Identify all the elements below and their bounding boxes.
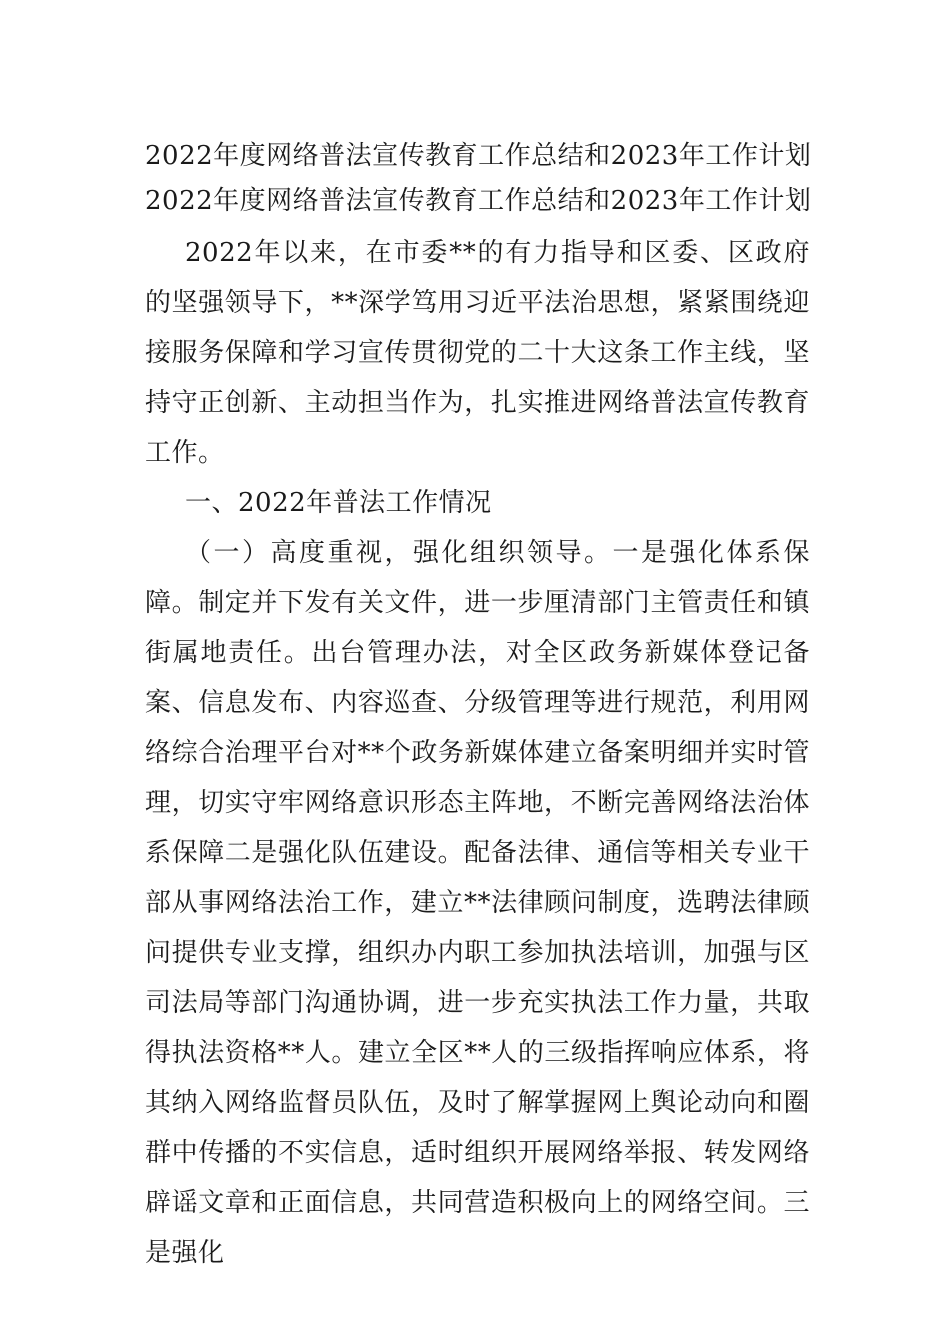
section-paragraph: （一）高度重视，强化组织领导。一是强化体系保障。制定并下发有关文件，进一步厘清部门主管责任和镇街属地责任。出台管理办法，对全区政务新媒体登记备案、信息发布、内容巡查、分级管理等进行规范，利用网络综合治理平台对**个政务新媒体建立备案明细并实时管理，切实守牢网络意识形态主阵地，不断完善网络法治体系保障二是强化队伍建设。配备法律、通信等相关专业干部从事网络法治工作，建立**法律顾问制度，选聘法律顾问提供专业支撑，组织办内职工参加执法培训，加强与区司法局等部门沟通协调，进一步充实执法工作力量，共取得执法资格**人。建立全区**人的三级指挥响应体系，将其纳入网络监督员队伍，及时了解掌握网上舆论动向和圈群中传播的不实信息，适时组织开展网络举报、转发网络辟谣文章和正面信息，共同营造积极向上的网络空间。三是强化 [145,538,810,1268]
document-title [145,134,810,224]
document-body [145,228,810,1278]
title-line-2: 2022年度网络普法宣传教育工作总结和2023年工作计划 [145,186,812,216]
title-line-1: 2022年度网络普法宣传教育工作总结和2023年工作计划 [145,141,812,171]
intro-paragraph: 2022年以来，在市委**的有力指导和区委、区政府的坚强领导下，**深学笃用习近平法治思想，紧紧围绕迎接服务保障和学习宣传贯彻党的二十大这条工作主线，坚持守正创新、主动担当作为，扎实推进网络普法宣传教育工作。 [145,238,810,468]
section-heading: 一、2022年普法工作情况 [185,488,492,518]
